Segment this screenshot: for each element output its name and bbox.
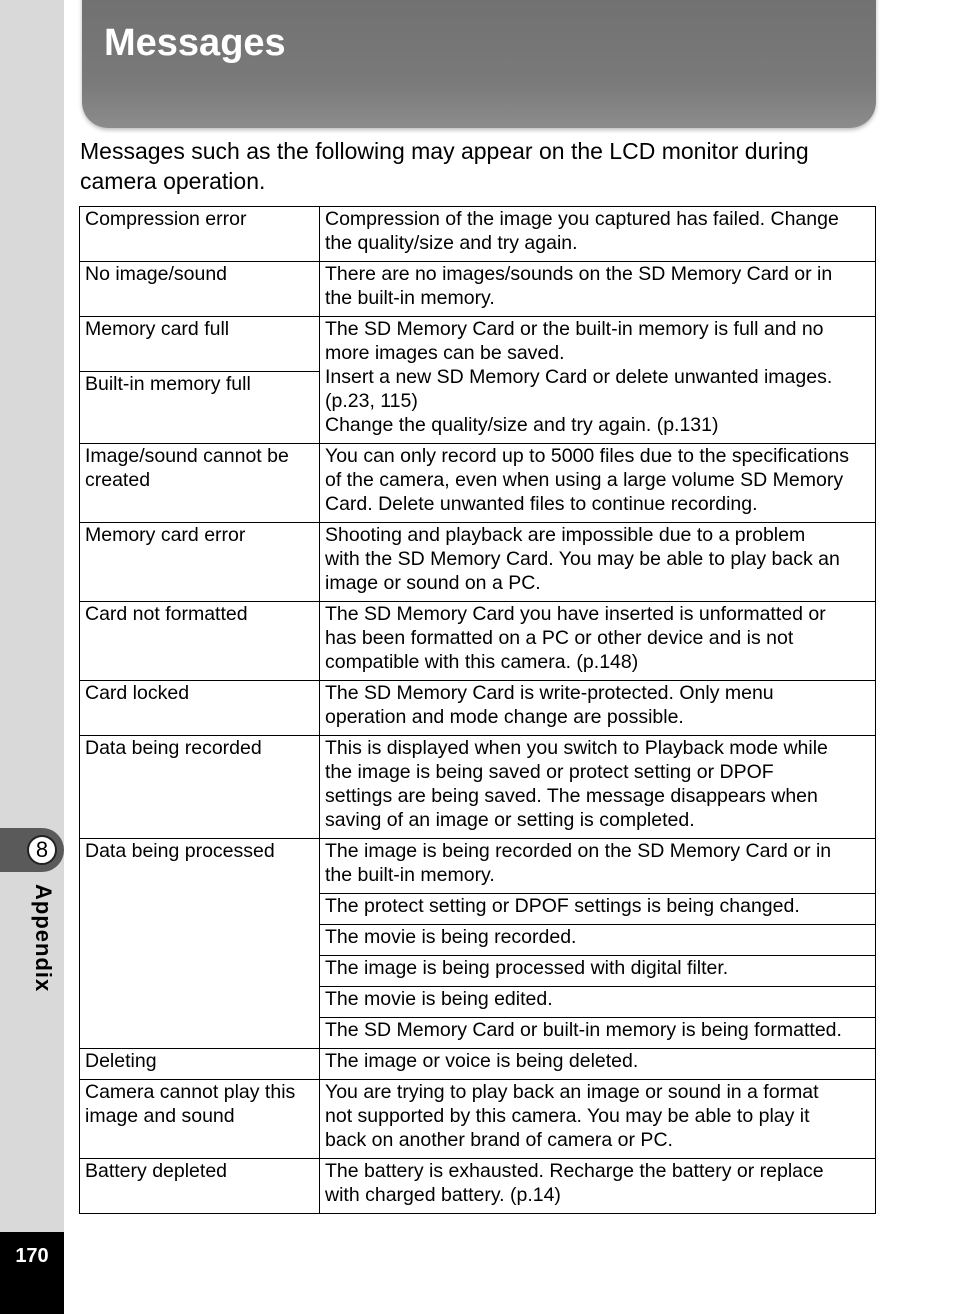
message-cell [80,602,320,681]
message-text: Deleting [85,1050,157,1072]
description-cell [320,444,876,523]
description-cell [320,681,876,736]
description-cell [320,1159,876,1214]
intro-text [80,136,880,196]
description-line: The SD Memory Card you have inserted is unformatted or [325,603,826,625]
message-cell [80,1049,320,1080]
description-line: (p.23, 115) [325,390,418,412]
description-cell [320,262,876,317]
description-line: The SD Memory Card or the built-in memory is full and no [325,318,824,340]
message-cell [80,736,320,839]
message-text: Card locked [85,682,190,704]
description-line: with charged battery. (p.14) [325,1184,561,1206]
description-cell [320,736,876,839]
chapter-number: 8 [27,835,57,865]
message-text: created [85,469,151,491]
description-line: Card. Delete unwanted files to continue recording. [325,493,758,515]
message-text: Memory card error [85,524,246,546]
description-line: Change the quality/size and try again. (p.131) [325,414,719,436]
description-line: The protect setting or DPOF settings is being changed. [325,895,800,917]
description-cell [320,839,876,894]
message-text: Camera cannot play this [85,1081,296,1103]
message-text: No image/sound [85,263,228,285]
table-row [80,317,876,372]
description-line: The battery is exhausted. Recharge the battery or replace [325,1160,824,1182]
message-text: Battery depleted [85,1160,228,1182]
description-line: image or sound on a PC. [325,572,541,594]
message-cell [80,317,320,372]
description-line: settings are being saved. The message disappears when [325,785,818,807]
message-text: Data being recorded [85,737,262,759]
description-line: The movie is being recorded. [325,926,577,948]
message-cell [80,1159,320,1214]
table-row [80,1159,876,1214]
table-row [80,523,876,602]
description-line: The image or voice is being deleted. [325,1050,639,1072]
description-line: saving of an image or setting is completed. [325,809,695,831]
message-cell [80,523,320,602]
description-line: not supported by this camera. You may be able to play it [325,1105,810,1127]
message-text: Built-in memory full [85,373,251,395]
description-line: Shooting and playback are impossible due to a problem [325,524,806,546]
description-line: the built-in memory. [325,864,495,886]
description-line: has been formatted on a PC or other device and is not [325,627,794,649]
description-line: operation and mode change are possible. [325,706,684,728]
table-row [80,681,876,736]
table-row [80,262,876,317]
message-text: image and sound [85,1105,235,1127]
description-line: This is displayed when you switch to Playback mode while [325,737,828,759]
description-line: the quality/size and try again. [325,232,578,254]
table-row [80,1049,876,1080]
message-cell [80,839,320,1049]
description-cell [320,987,876,1018]
description-cell [320,1018,876,1049]
messages-table [79,206,876,1214]
description-line: compatible with this camera. (p.148) [325,651,639,673]
page-title: Messages [104,22,286,64]
description-line: back on another brand of camera or PC. [325,1129,673,1151]
message-text: Card not formatted [85,603,248,625]
description-line: of the camera, even when using a large volume SD Memory [325,469,844,491]
message-cell [80,372,320,444]
description-line: You are trying to play back an image or sound in a format [325,1081,819,1103]
chapter-label: Appendix [31,884,56,993]
description-cell [320,1080,876,1159]
side-strip [0,0,64,1314]
description-cell [320,317,876,444]
description-cell [320,956,876,987]
description-line: There are no images/sounds on the SD Memory Card or in [325,263,833,285]
description-line: the built-in memory. [325,287,495,309]
description-line: The image is being processed with digital filter. [325,957,729,979]
message-cell [80,207,320,262]
message-text: Memory card full [85,318,230,340]
description-line: You can only record up to 5000 files due to the specifications [325,445,849,467]
description-line: The image is being recorded on the SD Memory Card or in [325,840,832,862]
intro-line: Messages such as the following may appear on the LCD monitor during [80,138,809,164]
table-row [80,602,876,681]
description-cell [320,1049,876,1080]
message-text: Image/sound cannot be [85,445,289,467]
description-line: The SD Memory Card is write-protected. Only menu [325,682,774,704]
table-row [80,1080,876,1159]
description-cell [320,894,876,925]
description-line: Insert a new SD Memory Card or delete unwanted images. [325,366,833,388]
description-line: the image is being saved or protect setting or DPOF [325,761,774,783]
description-cell [320,925,876,956]
description-line: Compression of the image you captured has failed. Change [325,208,839,230]
message-cell [80,681,320,736]
message-text: Data being processed [85,840,275,862]
description-cell [320,602,876,681]
message-cell [80,444,320,523]
table-row [80,736,876,839]
intro-line: camera operation. [80,168,266,194]
table-row [80,444,876,523]
message-text: Compression error [85,208,247,230]
description-line: The movie is being edited. [325,988,553,1010]
description-line: more images can be saved. [325,342,565,364]
description-cell [320,207,876,262]
description-cell [320,523,876,602]
message-cell [80,1080,320,1159]
description-line: with the SD Memory Card. You may be able to play back an [325,548,840,570]
table-row [80,207,876,262]
page-number: 170 [15,1245,49,1267]
message-cell [80,262,320,317]
table-row [80,839,876,894]
description-line: The SD Memory Card or built-in memory is being formatted. [325,1019,842,1041]
